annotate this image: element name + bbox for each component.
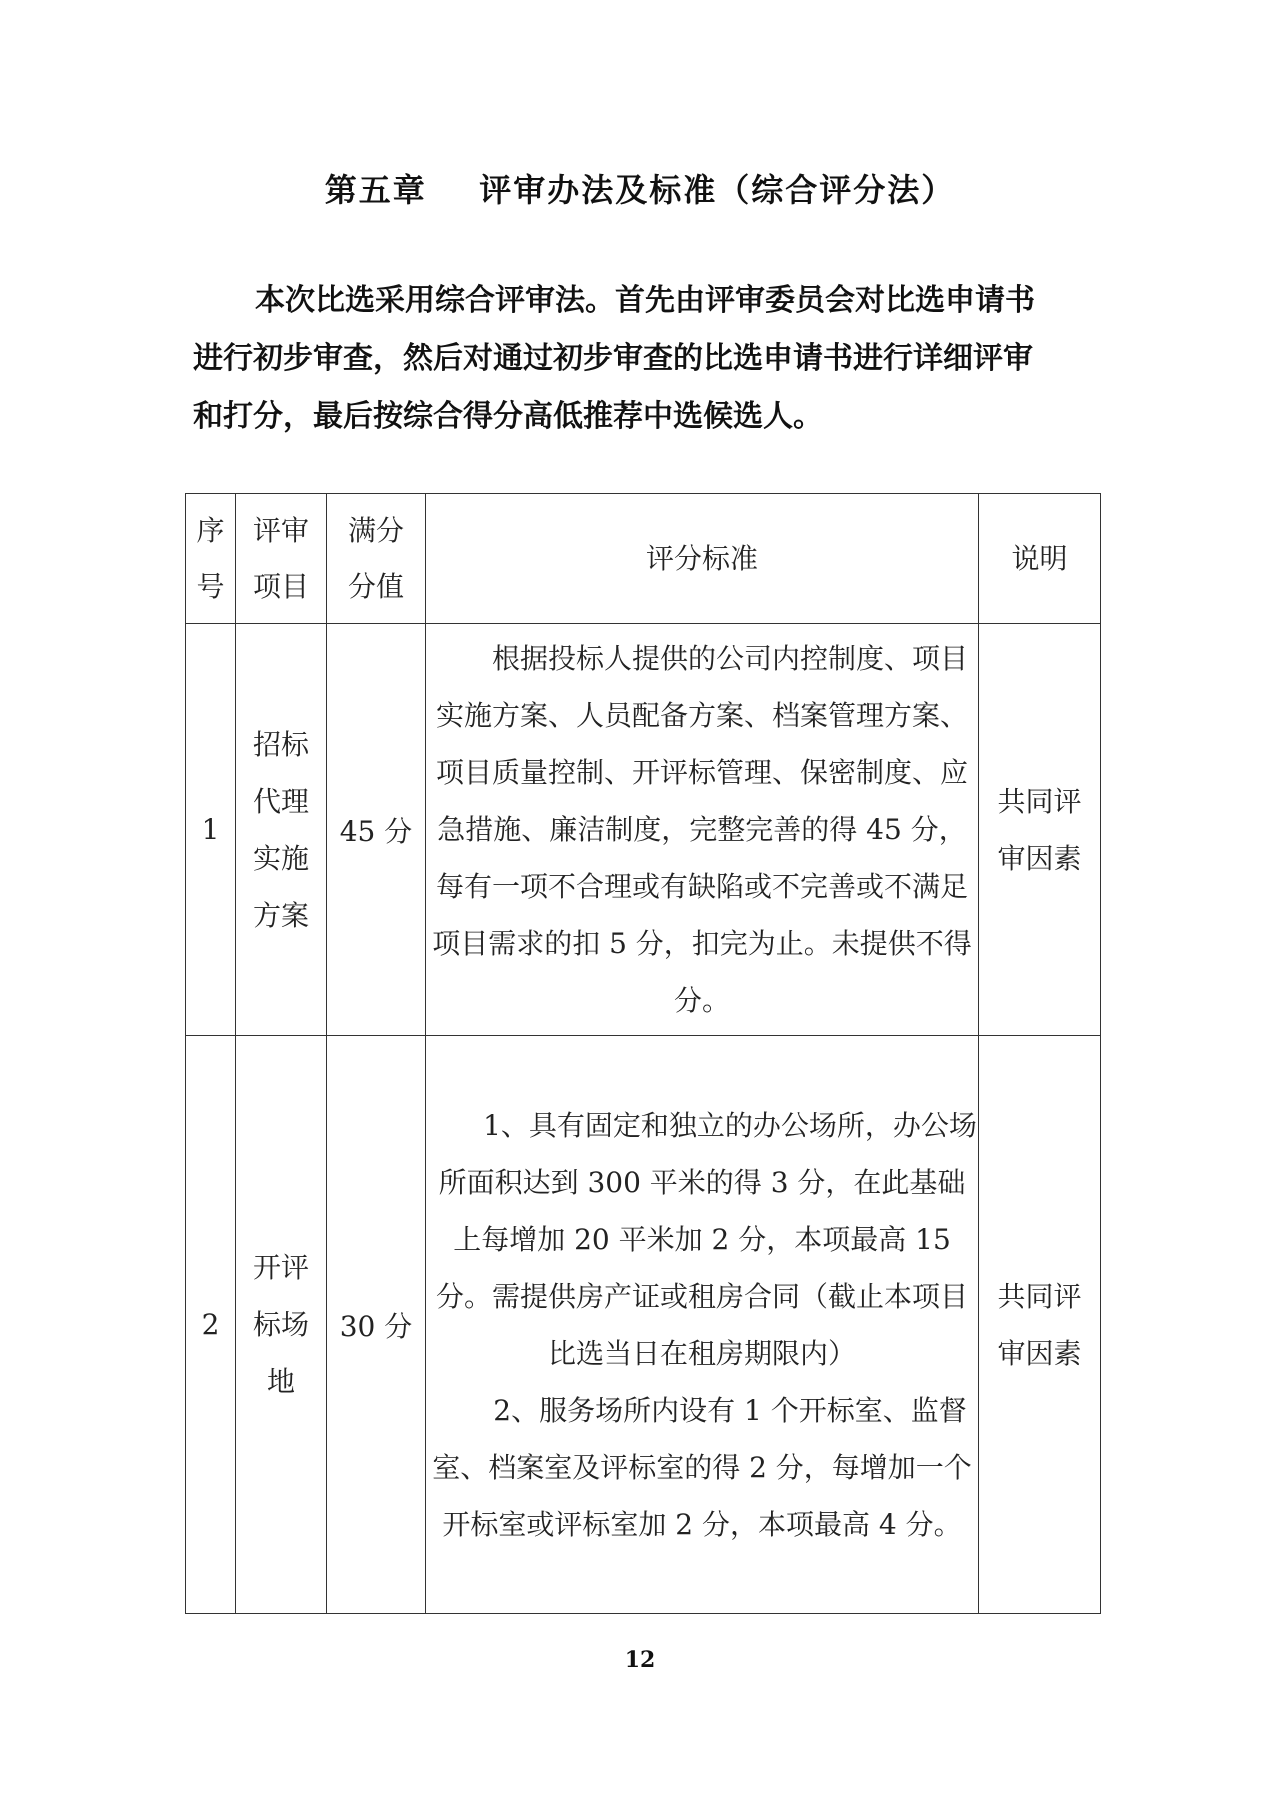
row-standard [426, 1036, 979, 1614]
chapter-title: 第五章 评审办法及标准（综合评分法） [324, 171, 956, 209]
header-item: 评审 项目 [236, 494, 327, 624]
scoring-table [185, 493, 1101, 1614]
row-full-score: 30 分 [327, 1036, 426, 1614]
header-no: 序 号 [186, 494, 236, 624]
header-standard: 评分标准 [426, 494, 979, 624]
row-standard [426, 624, 979, 1036]
standard-paragraph: 根据投标人提供的公司内控制度、项目实施方案、人员配备方案、档案管理方案、项目质量控制、开评标管理、保密制度、应急措施、廉洁制度，完整完善的得 45 分，每有一项不合理或有缺陷或不完善或不满足项目需求的扣 5 分，扣完为止。未提供不得分。 [432, 642, 972, 1017]
table-header-row [186, 494, 1101, 624]
header-note: 说明 [979, 494, 1101, 624]
row-full-score: 45 分 [327, 624, 426, 1036]
intro-paragraph [193, 272, 1093, 446]
row-item: 开评 标场 地 [236, 1036, 327, 1614]
table-row [186, 1036, 1101, 1614]
header-full-score: 满分 分值 [327, 494, 426, 624]
intro-line: 本次比选采用综合评审法。首先由评审委员会对比选申请书 [255, 283, 1035, 318]
table-row [186, 624, 1101, 1036]
row-no: 2 [186, 1036, 236, 1614]
row-note: 共同评 审因素 [979, 624, 1101, 1036]
standard-paragraph: 2、服务场所内设有 1 个开标室、监督室、档案室及评标室的得 2 分，每增加一个开标室或评标室加 2 分，本项最高 4 分。 [432, 1393, 972, 1541]
intro-line: 和打分，最后按综合得分高低推荐中选候选人。 [193, 399, 823, 434]
row-item: 招标 代理 实施 方案 [236, 624, 327, 1036]
standard-paragraph: 1、具有固定和独立的办公场所，办公场所面积达到 300 平米的得 3 分，在此基础上每增加 20 平米加 2 分，本项最高 15 分。需提供房产证或租房合同（截止本项目比选当日在租房期限内） [435, 1108, 977, 1370]
page-number: 12 [624, 1647, 656, 1673]
row-note: 共同评 审因素 [979, 1036, 1101, 1614]
row-no: 1 [186, 624, 236, 1036]
intro-line: 进行初步审查，然后对通过初步审查的比选申请书进行详细评审 [193, 341, 1033, 376]
